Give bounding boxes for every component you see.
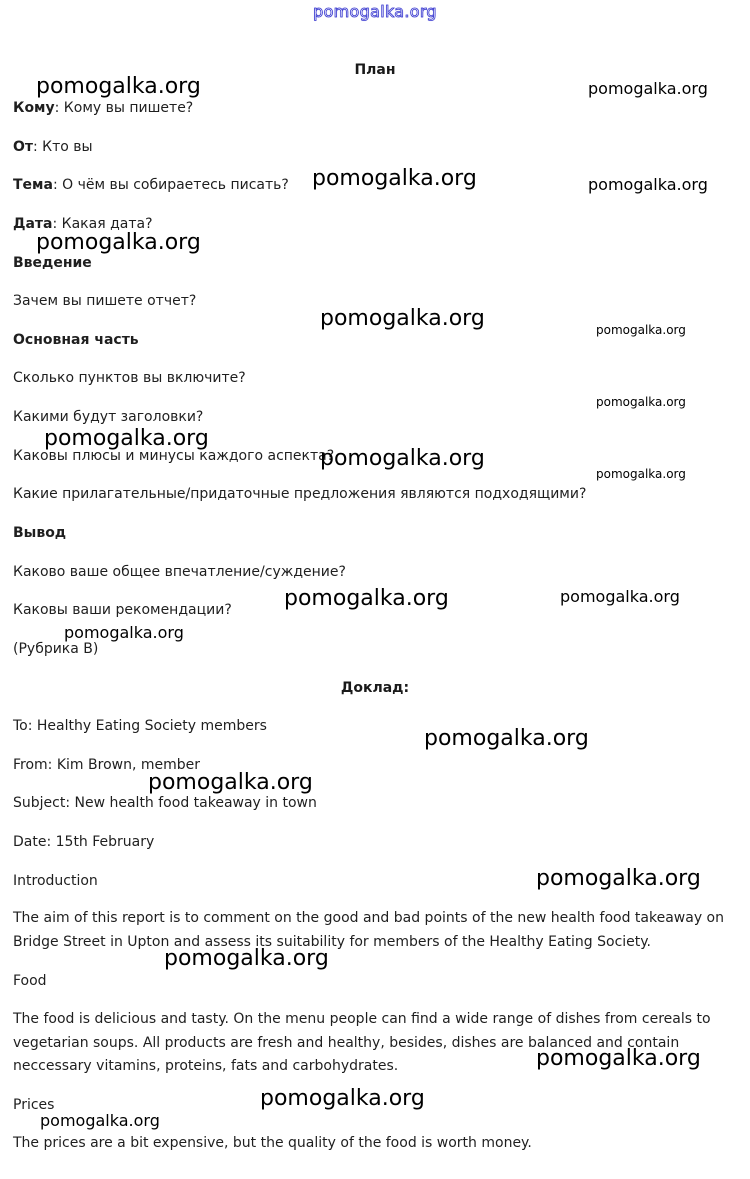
plan-intro-heading: Введение <box>13 255 92 271</box>
plan-subject <box>13 175 289 195</box>
plan-from <box>13 137 93 157</box>
plan-conclusion-question-1: Каково ваше общее впечатление/суждение? <box>13 564 346 580</box>
plan-from-text: : Кто вы <box>33 139 93 155</box>
report-from: From: Kim Brown, member <box>13 757 200 773</box>
watermark: pomogalka.org <box>596 467 686 481</box>
watermark: pomogalka.org <box>260 1086 425 1111</box>
report-food-heading: Food <box>13 973 47 989</box>
watermark: pomogalka.org <box>560 587 680 606</box>
plan-conclusion-heading: Вывод <box>13 525 67 541</box>
watermark: pomogalka.org <box>164 946 329 971</box>
watermark: pomogalka.org <box>596 323 686 337</box>
report-to: To: Healthy Eating Society members <box>13 718 267 734</box>
plan-rubric: (Рубрика B) <box>13 641 99 657</box>
watermark: pomogalka.org <box>64 623 184 642</box>
report-subject: Subject: New health food takeaway in town <box>13 795 317 811</box>
plan-title: План <box>354 62 396 78</box>
watermark: pomogalka.org <box>320 446 485 471</box>
watermark: pomogalka.org <box>536 1046 701 1071</box>
report-intro-heading: Introduction <box>13 873 98 889</box>
plan-subject-text: : О чём вы собираетесь писать? <box>52 177 289 193</box>
plan-body-question-2: Какими будут заголовки? <box>13 409 204 425</box>
plan-to-text: : Кому вы пишете? <box>54 100 194 116</box>
watermark: pomogalka.org <box>536 866 701 891</box>
plan-to-label: Кому <box>13 100 55 116</box>
plan-subject-label: Тема <box>13 177 53 193</box>
watermark: pomogalka.org <box>320 306 485 331</box>
watermark: pomogalka.org <box>36 230 201 255</box>
watermark: pomogalka.org <box>588 79 708 98</box>
plan-to <box>13 98 193 118</box>
report-prices-heading: Prices <box>13 1097 55 1113</box>
watermark: pomogalka.org <box>284 586 449 611</box>
plan-date-label: Дата <box>13 216 53 232</box>
report-title: Доклад: <box>340 680 410 696</box>
report-prices-text: The prices are a bit expensive, but the quality of the food is worth money. <box>13 1135 532 1151</box>
watermark: pomogalka.org <box>148 770 313 795</box>
plan-body-question-4: Какие прилагательные/придаточные предложения являются подходящими? <box>13 486 587 502</box>
watermark: pomogalka.org <box>596 395 686 409</box>
watermark: pomogalka.org <box>36 74 201 99</box>
header-watermark[interactable]: pomogalka.org <box>313 2 437 21</box>
watermark: pomogalka.org <box>588 175 708 194</box>
report-intro-text: The aim of this report is to comment on the good and bad points of the new health food takeaway on Bridge Street in Upton and assess its suitability for members of the Healthy Eating Society. <box>13 910 724 950</box>
plan-body-heading: Основная часть <box>13 332 139 348</box>
plan-from-label: От <box>13 139 34 155</box>
plan-body-question-3: Каковы плюсы и минусы каждого аспекта? <box>13 448 335 464</box>
watermark: pomogalka.org <box>44 426 209 451</box>
watermark: pomogalka.org <box>40 1111 160 1130</box>
plan-intro-question: Зачем вы пишете отчет? <box>13 293 197 309</box>
watermark: pomogalka.org <box>424 726 589 751</box>
report-food-text: The food is delicious and tasty. On the menu people can find a wide range of dishes from cereals to vegetarian soups. All products are fresh and healthy, besides, dishes are balanced and contain neccessary vitamins, proteins, fats and carbohydrates. <box>13 1011 711 1074</box>
watermark: pomogalka.org <box>312 166 477 191</box>
plan-conclusion-question-2: Каковы ваши рекомендации? <box>13 602 232 618</box>
plan-body-question-1: Сколько пунктов вы включите? <box>13 370 246 386</box>
plan-date-text: : Какая дата? <box>52 216 153 232</box>
report-date: Date: 15th February <box>13 834 155 850</box>
